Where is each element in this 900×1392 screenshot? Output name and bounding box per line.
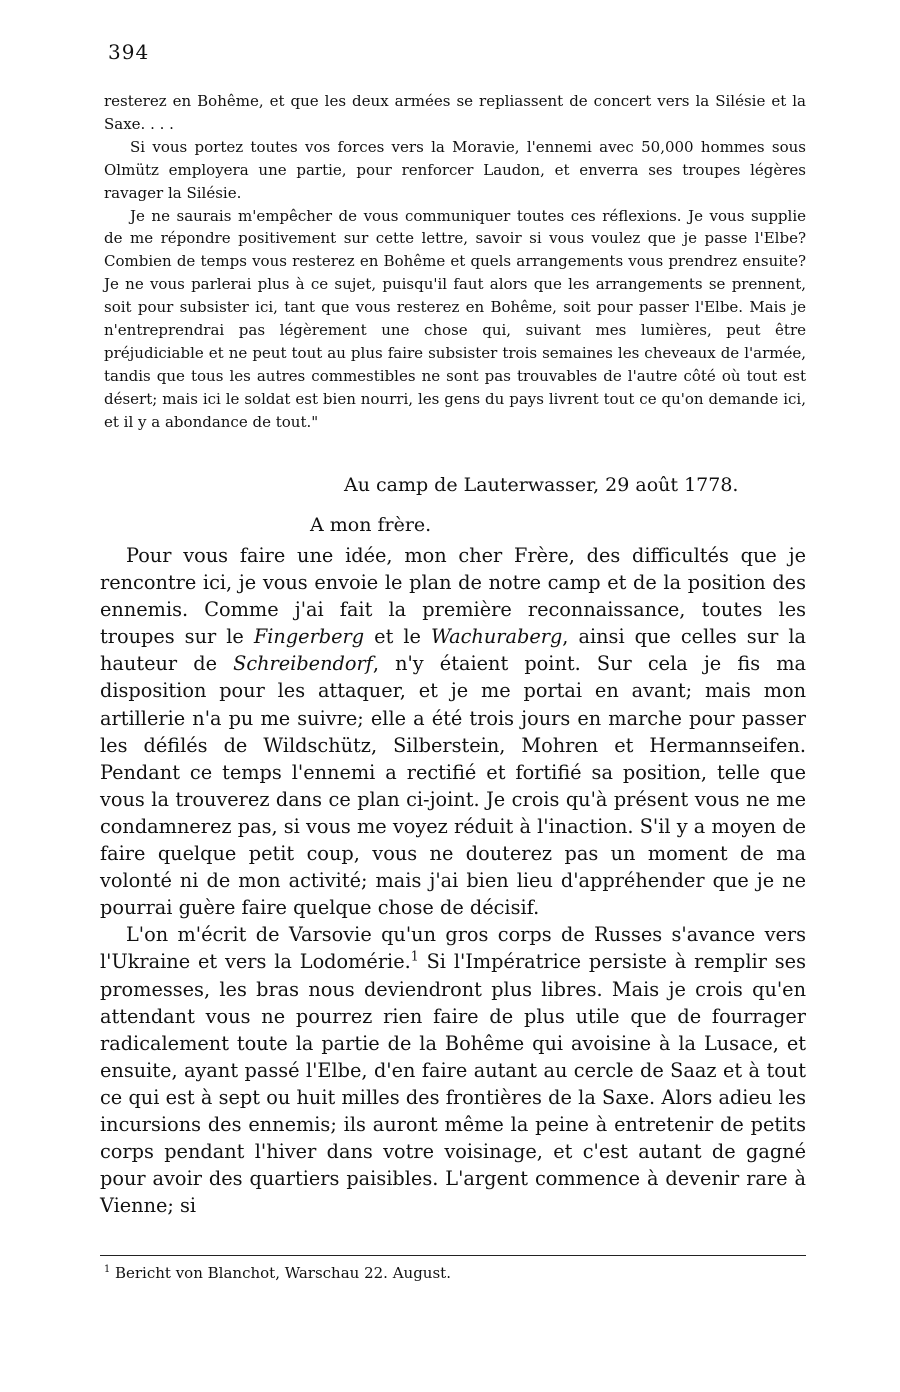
quoted-paragraph-3: Je ne saurais m'empêcher de vous communiquer toutes ces réflexions. Je vous supplie de me répondre positivement sur cette lettre, savoir si vous voulez que je passe l'Elbe? Combien de temps vous resterez en Bohême et quels arrangements vous prendrez ensuite? Je ne vous parlerai plus à ce sujet, puisqu'il faut alors que les arrangements se prennent, soit pour subsister ici, tant que vous resterez en Bohême, soit pour passer l'Elbe. Mais je n'entreprendrai pas légèrement une chose qui, suivant mes lumières, peut être préjudiciable et ne peut tout au plus faire subsister trois semaines les cheveaux de l'armée, tandis que tous les autres commestibles ne sont pas trouvables de l'autre côté où tout est désert; mais ici le soldat est bien nourri, les gens du pays livrent tout ce qu'on demande ici, et il y a abondance de tout." bbox=[104, 206, 806, 431]
page-number: 394 bbox=[108, 40, 150, 64]
footnote-text: Bericht von Blanchot, Warschau 22. August. bbox=[110, 1264, 451, 1282]
dateline: Au camp de Lauterwasser, 29 août 1778. bbox=[344, 474, 739, 496]
addressee: A mon frère. bbox=[310, 514, 432, 536]
letter-body bbox=[100, 542, 806, 1219]
place-name: Wachuraberg bbox=[431, 625, 563, 649]
text-segment: Pour vous faire une idée, mon cher Frère, des difficultés que je rencontre ici, je vous envoie le plan de notre camp et de la position des ennemis. Comme j'ai fait la première reconnaissance, toutes les troupes sur le bbox=[100, 544, 806, 649]
footnote-reference: 1 bbox=[410, 948, 419, 964]
footnote-marker: 1 bbox=[104, 1264, 111, 1275]
letter-paragraph-2 bbox=[100, 921, 806, 1219]
quoted-paragraph-1: resterez en Bohême, et que les deux armées se repliassent de concert vers la Silésie et la Saxe. . . . bbox=[104, 92, 806, 133]
text-segment: L'on m'écrit de Varsovie qu'un gros corps de Russes s'avance vers l'Ukraine et vers la Lodomérie. bbox=[100, 923, 806, 974]
letter-paragraph-1 bbox=[100, 542, 806, 921]
footnote-divider bbox=[100, 1255, 806, 1256]
quoted-letter bbox=[104, 90, 806, 434]
quoted-paragraph-2: Si vous portez toutes vos forces vers la Moravie, l'ennemi avec 50,000 hommes sous Olmütz employera une partie, pour renforcer Laudon, et enverra ses troupes légères ravager la Silésie. bbox=[104, 137, 806, 202]
place-name: Schreibendorf bbox=[233, 652, 373, 676]
text-segment: , n'y étaient point. Sur cela je fis ma disposition pour les attaquer, et je me portai en avant; mais mon artillerie n'a pu me suivre; elle a été trois jours en marche pour passer les défilés de Wildschütz, Silberstein, Mohren et Hermannseifen. Pendant ce temps l'ennemi a rectifié et fortifié sa position, telle que vous la trouverez dans ce plan ci-joint. Je crois qu'à présent vous ne me condamnerez pas, si vous me voyez réduit à l'inaction. S'il y a moyen de faire quelque petit coup, vous ne douterez pas un moment de ma volonté ni de mon activité; mais j'ai bien lieu d'appréhender que je ne pourrai guère faire quelque chose de décisif. bbox=[100, 652, 806, 920]
footnote bbox=[104, 1264, 451, 1282]
text-segment: , ainsi que celles sur la hauteur de bbox=[100, 625, 806, 676]
book-page bbox=[100, 0, 806, 1392]
text-segment: Si l'Impératrice persiste à remplir ses promesses, les bras nous deviendront plus libres. Mais je crois qu'en attendant vous ne pourrez rien faire de plus utile que de fourrager radicalement toute la partie de la Bohême qui avoisine à la Lusace, et ensuite, ayant passé l'Elbe, d'en faire autant au cercle de Saaz et à tout ce qui est à sept ou huit milles des frontières de la Saxe. Alors adieu les incursions des ennemis; ils auront même la peine à entretenir de petits corps pendant l'hiver dans votre voisinage, et c'est autant de gagné pour avoir des quartiers paisibles. L'argent commence à devenir rare à Vienne; si bbox=[100, 950, 806, 1218]
text-segment: et le bbox=[364, 625, 431, 649]
place-name: Fingerberg bbox=[253, 625, 365, 649]
